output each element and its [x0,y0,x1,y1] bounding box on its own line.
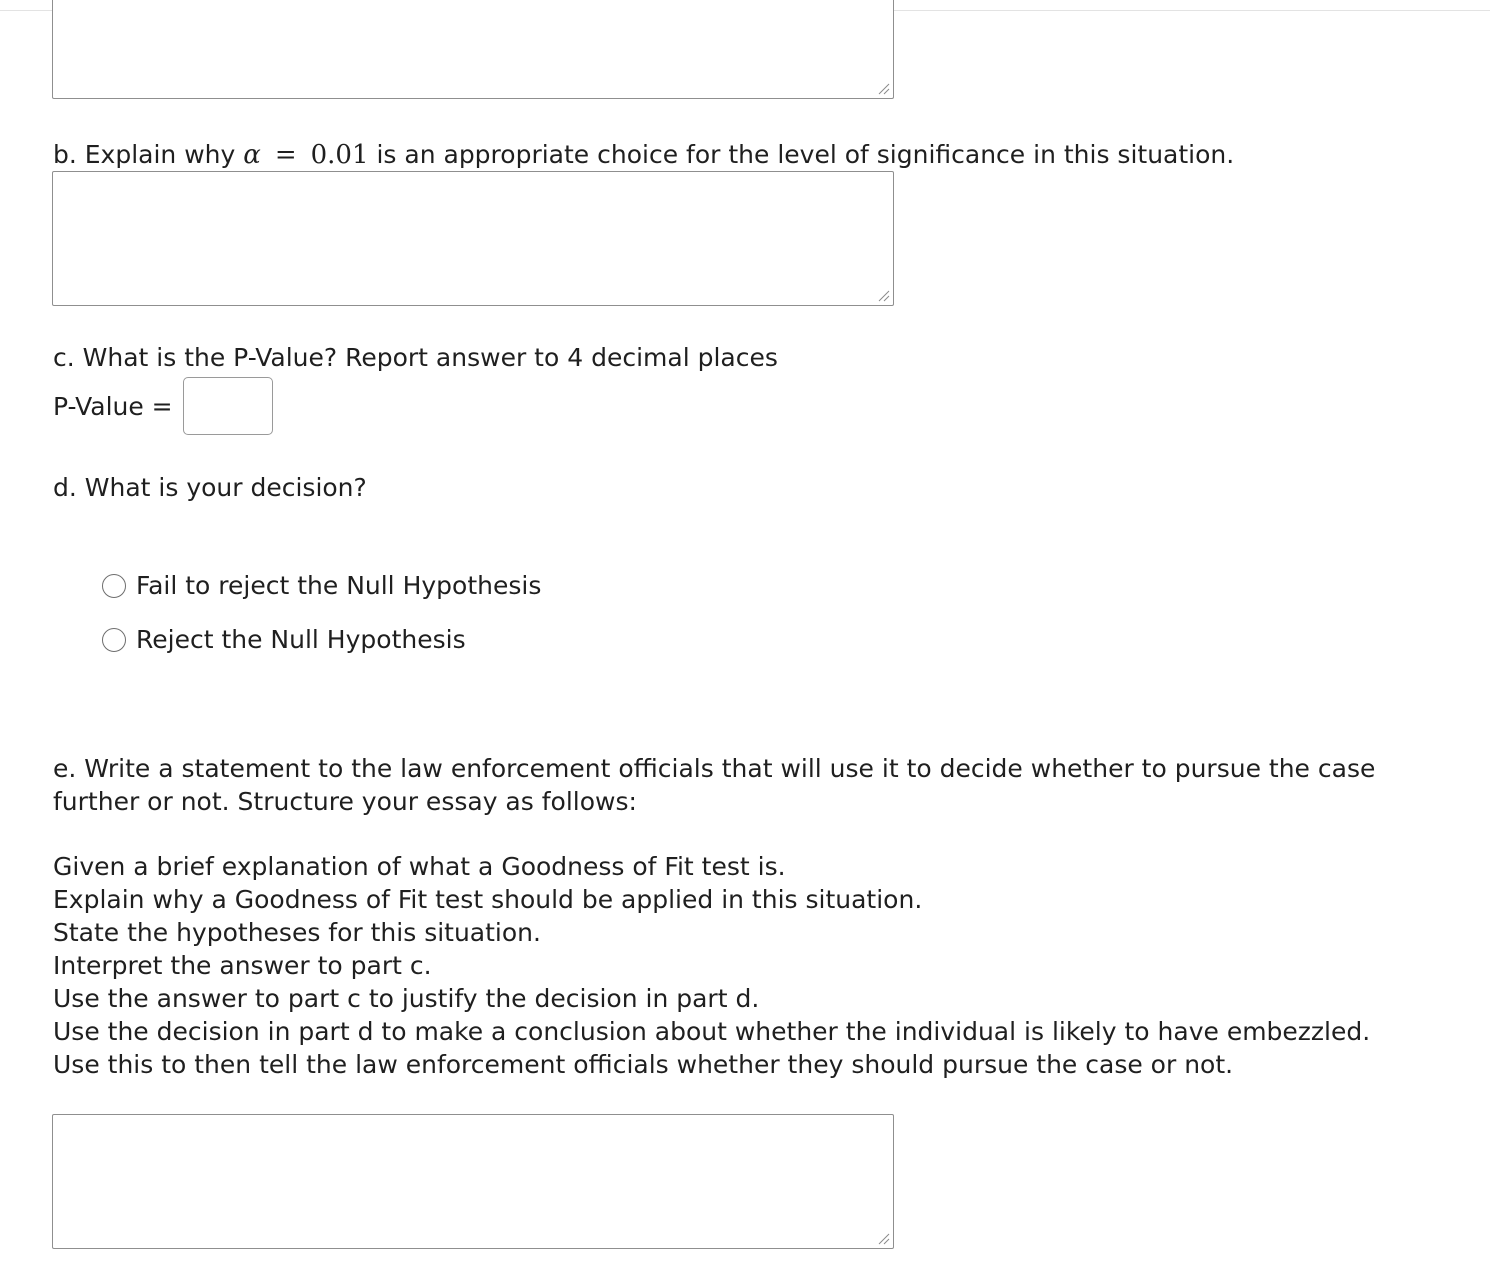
p-value-label: P-Value = [53,391,173,421]
part-b-prefix: b. Explain why [53,140,236,169]
part-d-question: d. What is your decision? [53,473,367,502]
part-b-question [53,138,1234,172]
part-e-question: e. Write a statement to the law enforcement officials that will use it to decide whether to pursue the case further or not. Structure your essay as follows: [53,754,1376,816]
resize-grip-icon[interactable] [878,83,890,95]
part-c-question: c. What is the P-Value? Report answer to 4 decimal places [53,343,778,372]
part-b-suffix: is an appropriate choice for the level of significance in this situation. [376,140,1235,169]
structure-line: State the hypotheses for this situation. [53,918,541,947]
alpha-symbol: α [243,140,261,170]
radio-option-reject[interactable] [102,623,466,656]
part-a-answer-textarea[interactable] [52,0,894,99]
p-value-row [53,376,273,436]
structure-line: Use the decision in part d to make a conclusion about whether the individual is likely to have embezzled. [53,1017,1371,1046]
structure-line: Use this to then tell the law enforcement officials whether they should pursue the case or not. [53,1050,1234,1079]
structure-line: Interpret the answer to part c. [53,951,432,980]
radio-unchecked-icon[interactable] [102,574,126,598]
part-b-answer-textarea[interactable] [52,171,894,306]
essay-structure-list [53,850,1463,1081]
alpha-value: 0.01 [310,140,369,170]
structure-line: Explain why a Goodness of Fit test should be applied in this situation. [53,885,923,914]
radio-option-label[interactable]: Fail to reject the Null Hypothesis [136,571,542,600]
part-e-answer-textarea[interactable] [52,1114,894,1249]
structure-line: Given a brief explanation of what a Goodness of Fit test is. [53,852,786,881]
alpha-expression [243,140,368,170]
resize-grip-icon[interactable] [878,290,890,302]
radio-unchecked-icon[interactable] [102,628,126,652]
resize-grip-icon[interactable] [878,1233,890,1245]
structure-line: Use the answer to part c to justify the decision in part d. [53,984,760,1013]
radio-option-fail-to-reject[interactable] [102,569,541,602]
radio-option-label[interactable]: Reject the Null Hypothesis [136,625,466,654]
alpha-equals: = [274,140,297,170]
p-value-input[interactable] [183,377,273,435]
